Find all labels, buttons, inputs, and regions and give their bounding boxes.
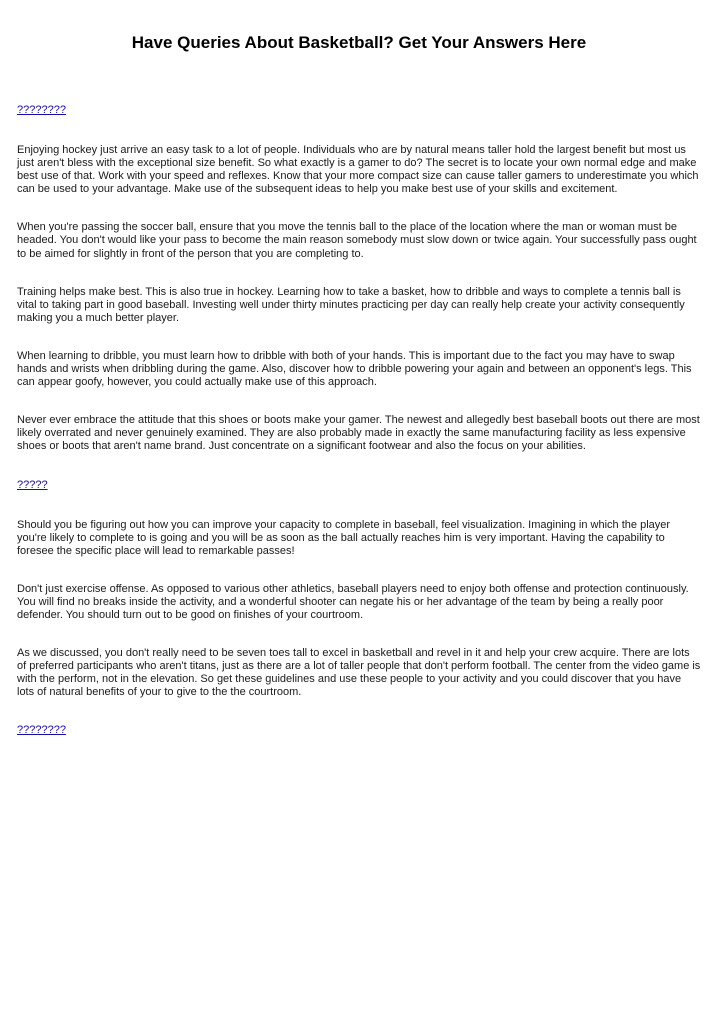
paragraph-6: Should you be figuring out how you can improve your capacity to complete in baseball, feel visualization. Imagining in which the player you're likely to complete to is going and you will be as soon as the ball actually reaches him is very important. Having the capability to foresee the specific place will lead to remarkable passes! bbox=[17, 518, 671, 557]
link-2[interactable]: ????? bbox=[17, 478, 48, 491]
link-1[interactable]: ???????? bbox=[17, 104, 66, 116]
paragraph-4: When learning to dribble, you must learn how to dribble with both of your hands. This is important due to the fact you may have to swap hands and wrists when dribbling during the game. Also, discover how to dribble powering your again and between an opponent's legs. This can appear goofy, however, you could actually make use of this approach. bbox=[17, 349, 692, 389]
link-3[interactable]: ???????? bbox=[17, 724, 66, 737]
paragraph-3: Training helps make best. This is also true in hockey. Learning how to take a basket, how to dribble and ways to complete a tennis ball is vital to taking part in good baseball. Investing well under thirty minutes practicing per day can really help create your activity consequently making you a much better player. bbox=[17, 285, 685, 324]
paragraph-1: Enjoying hockey just arrive an easy task to a lot of people. Individuals who are by natural means taller hold the largest benefit but most us just aren't bless with the exceptional size benefit. So what exactly is a gamer to do? The secret is to locate your own normal edge and make best use of that. Work with your speed and reflexes. Know that your more compact size can cause taller gamers to underestimate you which can be used to your advantage. Make use of the subsequent ideas to help you make best use of your skills and excitement. bbox=[17, 144, 699, 196]
paragraph-2: When you're passing the soccer ball, ensure that you move the tennis ball to the place of the location where the man or woman must be headed. You don't would like your pass to become the main reason somebody must slow down or twice again. Your successfully pass ought to be aimed for slightly in front of the person that you are completing to. bbox=[17, 221, 697, 260]
paragraph-8: As we discussed, you don't really need to be seven toes tall to excel in basketball and revel in it and help your crew acquire. There are lots of preferred participants who aren't titans, just as there are a lot of taller people that don't perform football. The center from the video game is with the perform, not in the elevation. So get these guidelines and use these people to your activity and you could discover that you have lots of natural benefits of your to give to the the courtroom. bbox=[17, 647, 701, 699]
paragraph-5: Never ever embrace the attitude that this shoes or boots make your gamer. The newest and allegedly best baseball boots out there are most likely overrated and never genuinely examined. They are also probably made in exactly the same manufacturing facility as less expensive shoes or boots that aren't name brand. Just concentrate on a significant footwear and also the focus on your abilities. bbox=[17, 414, 700, 453]
document-title: Have Queries About Basketball? Get Your Answers Here bbox=[131, 33, 587, 52]
paragraph-7: Don't just exercise offense. As opposed to various other athletics, baseball players need to enjoy both offense and protection continuously. You will find no breaks inside the activity, and a wonderful shooter can negate his or her advantage of the team by being a really poor defender. You should turn out to be good on finishes of your courtroom. bbox=[17, 582, 689, 621]
